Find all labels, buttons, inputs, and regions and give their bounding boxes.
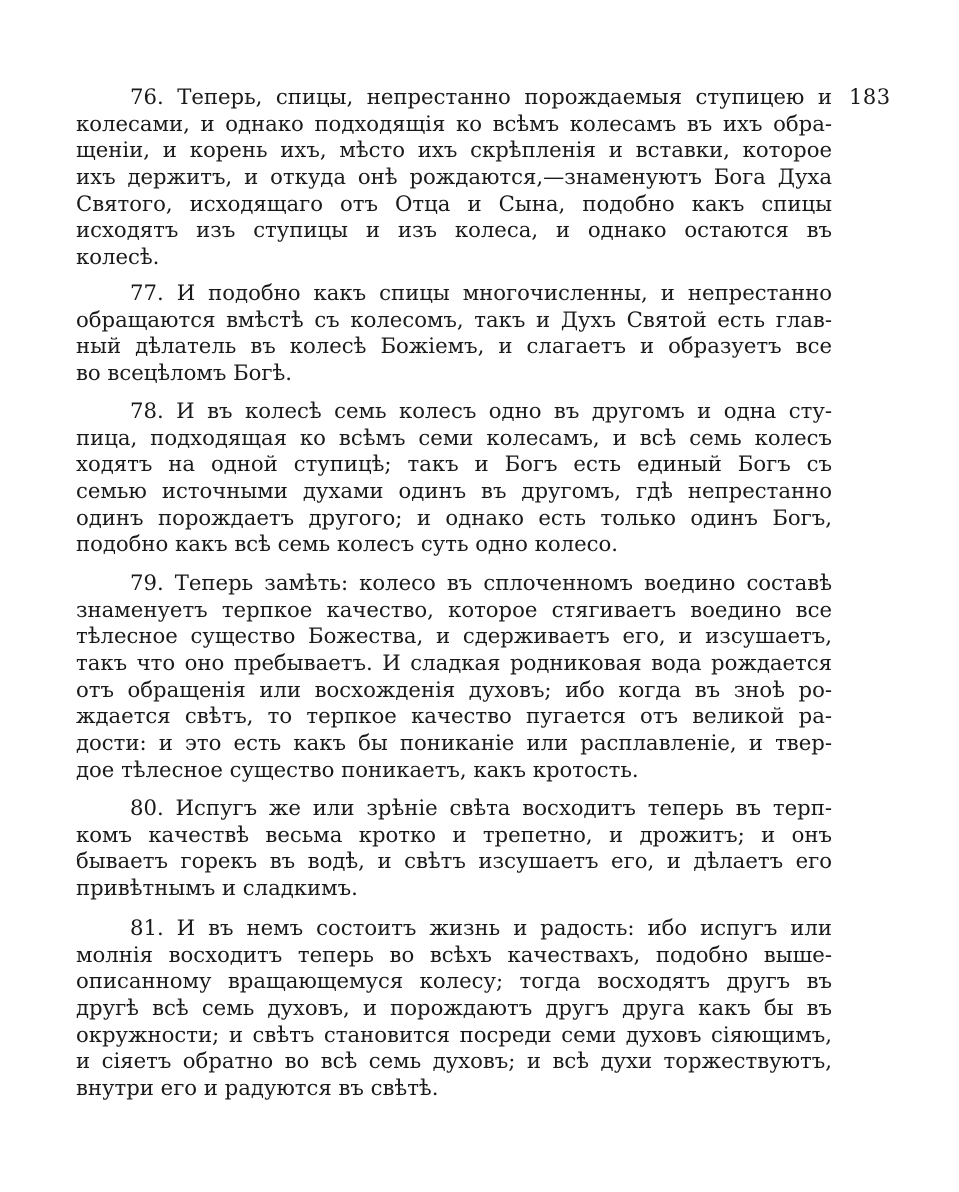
paragraph bbox=[76, 570, 832, 784]
text-line: дости: и это есть какъ бы пониканіе или расплавленіе, и твер- bbox=[76, 730, 832, 756]
text-line: одинъ порождаетъ другого; и однако есть только одинъ Богъ, bbox=[76, 504, 832, 530]
text-line: 80. Испугъ же или зрѣніе свѣта восходитъ теперь въ терп- bbox=[130, 795, 832, 820]
text-line: ихъ держитъ, и откуда онѣ рождаются,—знаменуютъ Бога Духа bbox=[76, 164, 832, 190]
text-line: подобно какъ всѣ семь колесъ суть одно колесо. bbox=[76, 531, 619, 557]
text-line: ждается свѣтъ, то терпкое качество пугается отъ великой ра- bbox=[76, 703, 832, 729]
text-line: колесами, и однако подходящія ко всѣмъ колесамъ въ ихъ обра- bbox=[76, 110, 832, 136]
page-number: 183 bbox=[849, 85, 891, 109]
text-line: ходятъ на одной ступицѣ; такъ и Богъ есть единый Богъ съ bbox=[76, 451, 832, 477]
text-line: окружности; и свѣтъ становится посреди семи духовъ сіяющимъ, bbox=[76, 1021, 832, 1047]
text-line: ный дѣлатель въ колесѣ Божіемъ, и слагаетъ и образуетъ все bbox=[76, 333, 832, 359]
text-line: отъ обращенія или восхожденія духовъ; ибо когда въ зноѣ ро- bbox=[76, 676, 832, 702]
text-line: бываетъ горекъ въ водѣ, и свѣтъ изсушаетъ его, и дѣлаетъ его bbox=[76, 848, 832, 874]
text-line: 77. И подобно какъ спицы многочисленны, и непрестанно bbox=[130, 280, 832, 305]
text-line: исходятъ изъ ступицы и изъ колеса, и однако остаются въ bbox=[76, 217, 832, 243]
text-line: дое тѣлесное существо поникаетъ, какъ кротость. bbox=[76, 756, 639, 782]
text-line: 76. Теперь, спицы, непрестанно порождаемыя ступицею и bbox=[130, 84, 832, 109]
paragraph bbox=[76, 398, 832, 558]
paragraph bbox=[76, 795, 832, 902]
text-line: тѣлесное существо Божества, и сдерживаетъ его, и изсушаетъ, bbox=[76, 623, 832, 649]
text-line: 79. Теперь замѣть: колесо въ сплоченномъ воедино составѣ bbox=[130, 570, 832, 595]
text-line: привѣтнымъ и сладкимъ. bbox=[76, 875, 358, 901]
text-line: во всецѣломъ Богѣ. bbox=[76, 360, 293, 386]
text-line: Святого, исходящаго отъ Отца и Сына, подобно какъ спицы bbox=[76, 190, 832, 216]
text-line: пица, подходящая ко всѣмъ семи колесамъ, и всѣ семь колесъ bbox=[76, 424, 832, 450]
text-line: семью источными духами одинъ въ другомъ, гдѣ непрестанно bbox=[76, 478, 832, 504]
paragraph bbox=[76, 84, 832, 271]
text-line: внутри его и радуются въ свѣтѣ. bbox=[76, 1075, 439, 1101]
paragraph bbox=[76, 915, 832, 1102]
paragraph bbox=[76, 280, 832, 387]
text-line: молнія восходитъ теперь во всѣхъ качествахъ, подобно выше- bbox=[76, 941, 832, 967]
text-line: и сіяетъ обратно во всѣ семь духовъ; и всѣ духи торжествуютъ, bbox=[76, 1048, 832, 1074]
text-line: такъ что оно пребываетъ. И сладкая родниковая вода рождается bbox=[76, 650, 832, 676]
text-line: другѣ всѣ семь духовъ, и порождаютъ другъ друга какъ бы въ bbox=[76, 995, 832, 1021]
text-line: 81. И въ немъ состоитъ жизнь и радость: ибо испугъ или bbox=[130, 915, 832, 940]
text-line: обращаются вмѣстѣ съ колесомъ, такъ и Духъ Святой есть глав- bbox=[76, 306, 832, 332]
text-line: комъ качествѣ весьма кротко и трепетно, и дрожитъ; и онъ bbox=[76, 821, 832, 847]
text-line: знаменуетъ терпкое качество, которое стягиваетъ воедино все bbox=[76, 596, 832, 622]
text-line: описанному вращающемуся колесу; тогда восходятъ другъ въ bbox=[76, 968, 832, 994]
text-line: щеніи, и корень ихъ, мѣсто ихъ скрѣпленія и вставки, которое bbox=[76, 137, 832, 163]
text-line: 78. И въ колесѣ семь колесъ одно въ другомъ и одна сту- bbox=[130, 398, 832, 423]
text-line: колесѣ. bbox=[76, 244, 160, 270]
